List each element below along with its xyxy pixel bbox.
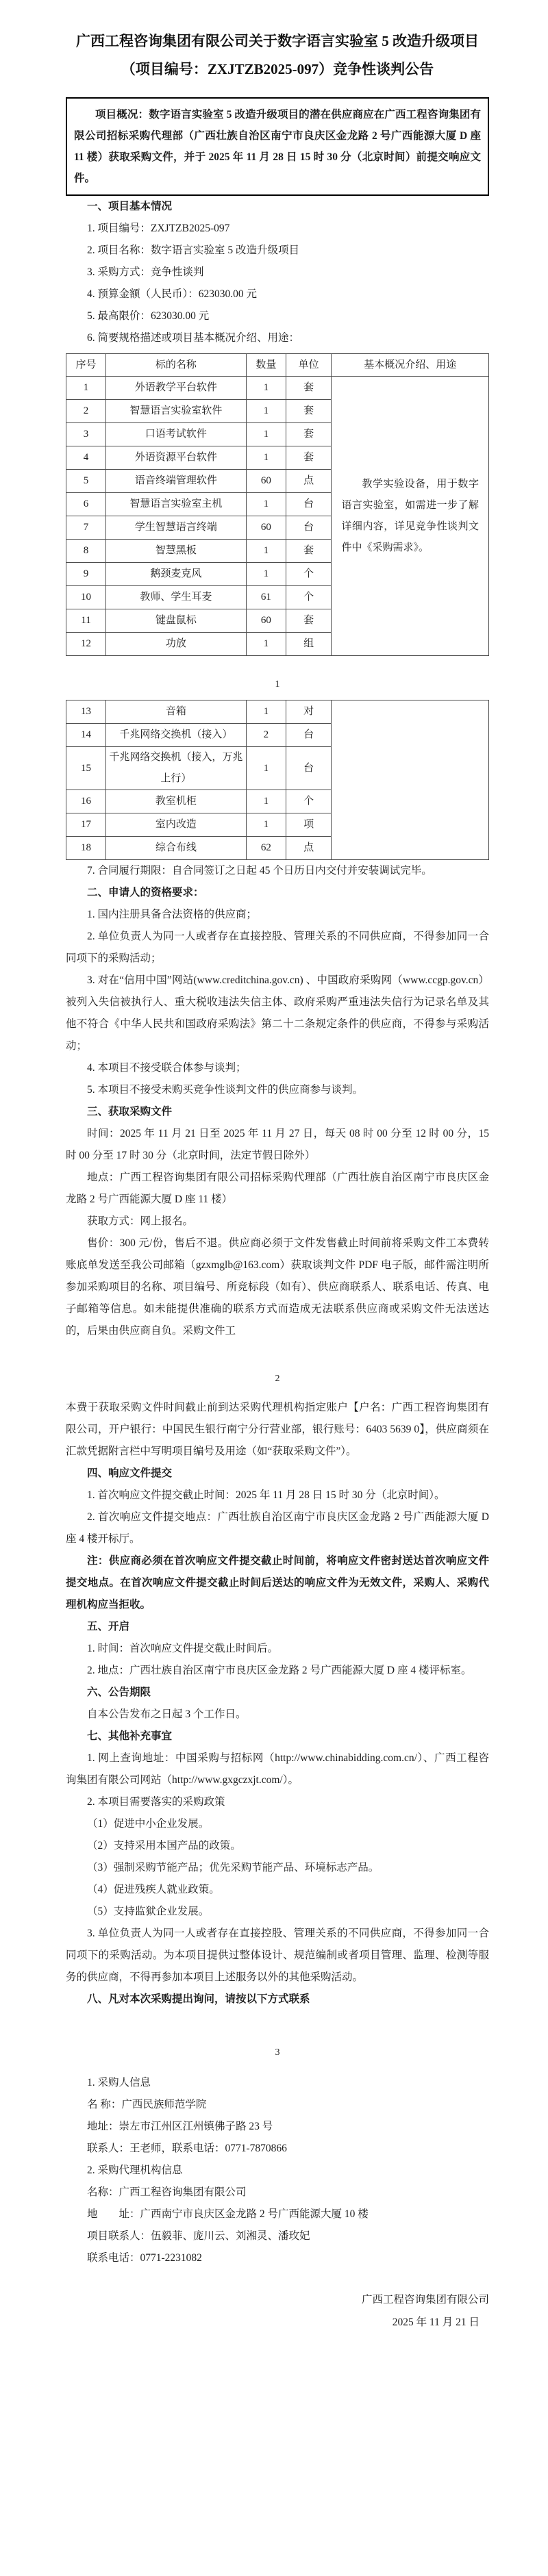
doc-paragraph: （2）支持采用本国产品的政策。 <box>87 1840 241 1852</box>
doc-paragraph: 联系人：王老师，联系电话：0771-7870866 <box>87 2143 287 2154</box>
doc-paragraph: 2. 本项目需要落实的采购政策 <box>87 1796 225 1808</box>
doc-paragraph: 2. 项目名称：数字语言实验室 5 改造升级项目 <box>87 244 300 256</box>
table-cell: 18 <box>66 837 106 860</box>
table-cell: 套 <box>286 446 332 470</box>
goods-table <box>66 700 489 860</box>
doc-paragraph: 本费于获取采购文件时间截止前到达采购代理机构指定账户【户名：广西工程咨询集团有限公司，开户银行：中国民生银行南宁分行营业部，银行账号：6403 5639 0】，供应商须在汇款凭据附言栏中写明项目编号及用途（如“获取采购文件”）。 <box>66 1402 489 1457</box>
table-cell: 组 <box>286 633 332 656</box>
table-cell: 智慧语言实验室软件 <box>105 400 246 423</box>
table-cell: 2 <box>246 724 286 747</box>
table-cell: 60 <box>246 516 286 540</box>
table-cell: 智慧黑板 <box>105 540 246 563</box>
table-cell: 4 <box>66 446 106 470</box>
table-cell: 对 <box>286 700 332 724</box>
signature-company: 广西工程咨询集团有限公司 <box>361 2294 489 2306</box>
doc-paragraph: 2. 采购代理机构信息 <box>87 2164 183 2176</box>
table-cell: 17 <box>66 813 106 837</box>
table-cell: 智慧语言实验室主机 <box>105 493 246 516</box>
table-cell: 14 <box>66 724 106 747</box>
doc-paragraph: 3. 单位负责人为同一人或者存在直接控股、管理关系的不同供应商，不得参加同一合同项下的采购活动。为本项目提供过整体设计、规范编制或者项目管理、监理、检测等服务的供应商，不得再参加本项目上述服务以外的其他采购活动。 <box>66 1928 489 1983</box>
table-cell: 口语考试软件 <box>105 423 246 446</box>
table-cell: 数量 <box>246 354 286 377</box>
table-cell: 音箱 <box>105 700 246 724</box>
table-cell: 1 <box>66 377 106 400</box>
doc-paragraph: 1. 国内注册具备合法资格的供应商； <box>87 909 258 920</box>
table-cell: 1 <box>246 747 286 790</box>
doc-paragraph: 5. 最高限价：623030.00 元 <box>87 310 210 322</box>
table-cell: 个 <box>286 586 332 609</box>
table-cell: 9 <box>66 563 106 586</box>
table-cell: 13 <box>66 700 106 724</box>
doc-paragraph: 1. 网上查询地址：中国采购与招标网（http://www.chinabidding.com.cn/）、广西工程咨询集团有限公司网站（http://www.gxgczxjt.com/）。 <box>66 1752 489 1786</box>
table-cell: 点 <box>286 470 332 493</box>
table-cell: 点 <box>286 837 332 860</box>
merged-note-cell <box>332 377 489 656</box>
doc-paragraph: 4. 本项目不接受联合体参与谈判； <box>87 1062 247 1074</box>
table-cell: 1 <box>246 813 286 837</box>
table-row <box>66 377 489 400</box>
table-cell: 3 <box>66 423 106 446</box>
title-line-2: （项目编号：ZXJTZB2025-097）竞争性谈判公告 <box>121 61 434 77</box>
signature-block <box>66 2288 489 2334</box>
table-cell: 台 <box>286 724 332 747</box>
table-cell: 60 <box>246 470 286 493</box>
section-heading: 八、凡对本次采购提出询问，请按以下方式联系 <box>87 1993 310 2005</box>
table-cell: 2 <box>66 400 106 423</box>
table-cell: 套 <box>286 377 332 400</box>
doc-paragraph: 联系电话：0771-2231082 <box>87 2252 202 2264</box>
table-cell: 千兆网络交换机（接入） <box>105 724 246 747</box>
doc-paragraph: 2. 首次响应文件提交地点：广西壮族自治区南宁市良庆区金龙路 2 号广西能源大厦 D 座 4 楼开标厅。 <box>66 1511 489 1545</box>
doc-paragraph: 1. 项目编号：ZXJTZB2025-097 <box>87 223 230 234</box>
doc-paragraph: 1. 时间：首次响应文件提交截止时间后。 <box>87 1643 279 1654</box>
document-title <box>66 27 489 84</box>
table-cell: 语音终端管理软件 <box>105 470 246 493</box>
section-heading: 七、其他补充事宜 <box>87 1730 173 1742</box>
table-cell: 1 <box>246 790 286 813</box>
doc-paragraph: （3）强制采购节能产品；优先采购节能产品、环境标志产品。 <box>87 1862 379 1873</box>
table-cell: 教师、学生耳麦 <box>105 586 246 609</box>
doc-paragraph: 3. 采购方式：竞争性谈判 <box>87 266 204 278</box>
table-cell: 套 <box>286 540 332 563</box>
table-cell: 个 <box>286 790 332 813</box>
doc-paragraph: 地 址：广西南宁市良庆区金龙路 2 号广西能源大厦 10 楼 <box>87 2208 369 2220</box>
table-cell: 标的名称 <box>105 354 246 377</box>
table-cell: 1 <box>246 540 286 563</box>
table-cell: 7 <box>66 516 106 540</box>
signature-date: 2025 年 11 月 21 日 <box>392 2316 480 2328</box>
doc-paragraph: 项目联系人：伍毅菲、庞川云、刘湘灵、潘玫妃 <box>87 2230 310 2242</box>
table-cell: 综合布线 <box>105 837 246 860</box>
table-cell: 61 <box>246 586 286 609</box>
table-cell: 5 <box>66 470 106 493</box>
section-heading: 五、开启 <box>87 1621 130 1632</box>
table-cell: 单位 <box>286 354 332 377</box>
project-overview-text: 项目概况：数字语言实验室 5 改造升级项目的潜在供应商应在广西工程咨询集团有限公司招标采购代理部（广西壮族自治区南宁市良庆区金龙路 2 号广西能源大厦 D 座 11 楼）获取采购文件，并于 2025 年 11 月 28 日 15 时 30 分（北京时间）前提交响应文件。 <box>74 109 481 184</box>
table-cell: 教室机柜 <box>105 790 246 813</box>
merged-note-cell <box>332 700 489 860</box>
page-number: 3 <box>275 2047 280 2058</box>
table-cell: 室内改造 <box>105 813 246 837</box>
table-cell: 1 <box>246 563 286 586</box>
table-cell: 学生智慧语言终端 <box>105 516 246 540</box>
table-cell: 套 <box>286 423 332 446</box>
table-cell: 台 <box>286 516 332 540</box>
doc-paragraph: 7. 合同履行期限：自合同签订之日起 45 个日历日内交付并安装调试完毕。 <box>87 865 432 876</box>
doc-paragraph: 1. 采购人信息 <box>87 2077 151 2088</box>
doc-paragraph: 5. 本项目不接受未购买竞争性谈判文件的供应商参与谈判。 <box>87 1084 364 1096</box>
table-cell: 千兆网络交换机（接入，万兆上行） <box>105 747 246 790</box>
page-number: 2 <box>275 1374 280 1384</box>
doc-paragraph: （4）促进残疾人就业政策。 <box>87 1884 220 1895</box>
table-cell: 项 <box>286 813 332 837</box>
table-cell: 6 <box>66 493 106 516</box>
table-cell: 1 <box>246 400 286 423</box>
doc-paragraph: 地点：广西工程咨询集团有限公司招标采购代理部（广西壮族自治区南宁市良庆区金龙路 2 号广西能源大厦 D 座 11 楼） <box>66 1172 489 1205</box>
section-heading: 三、获取采购文件 <box>87 1106 173 1117</box>
table-cell: 1 <box>246 493 286 516</box>
goods-table <box>66 353 489 656</box>
table-cell: 62 <box>246 837 286 860</box>
doc-paragraph: 名称：广西工程咨询集团有限公司 <box>87 2186 247 2198</box>
section-heading: 四、响应文件提交 <box>87 1467 173 1479</box>
doc-paragraph: 时间：2025 年 11 月 21 日至 2025 年 11 月 27 日，每天 08 时 00 分至 12 时 00 分，15 时 00 分至 17 时 30 分（北京时间，法定节假日除外） <box>66 1128 489 1161</box>
doc-paragraph: 4. 预算金额（人民币）：623030.00 元 <box>87 288 258 300</box>
table-cell: 基本概况介绍、用途 <box>332 354 489 377</box>
table-cell: 序号 <box>66 354 106 377</box>
doc-paragraph: 售价：300 元/份，售后不退。供应商必须于文件发售截止时间前将采购文件工本费转账底单发送至我公司邮箱（gzxmglb@163.com）获取谈判文件 PDF 电子版，邮件需注明所参加采购项目的名称、项目编号、所竞标段（如有）、供应商联系人、联系电话、传真、电子邮箱等信息。如未能提供准确的联系方式而造成无法联系供应商或采购文件无法送达的，后果由供应商自负。采购文件工 <box>66 1237 489 1337</box>
title-line-1: 广西工程咨询集团有限公司关于数字语言实验室 5 改造升级项目 <box>76 33 479 49</box>
section-heading: 一、项目基本情况 <box>87 201 173 212</box>
table-cell: 外语资源平台软件 <box>105 446 246 470</box>
doc-paragraph: 自本公告发布之日起 3 个工作日。 <box>87 1708 247 1720</box>
document-body <box>66 196 489 2269</box>
table-cell: 台 <box>286 493 332 516</box>
doc-paragraph: 注：供应商必须在首次响应文件提交截止时间前，将响应文件密封送达首次响应文件提交地点。在首次响应文件提交截止时间后送达的响应文件为无效文件，采购人、采购代理机构应当拒收。 <box>66 1555 489 1611</box>
doc-paragraph: 名 称：广西民族师范学院 <box>87 2099 207 2110</box>
table-cell: 8 <box>66 540 106 563</box>
table-cell: 12 <box>66 633 106 656</box>
table-cell: 台 <box>286 747 332 790</box>
table-cell: 套 <box>286 609 332 633</box>
table-cell: 1 <box>246 377 286 400</box>
doc-paragraph: 3. 对在“信用中国”网站(www.creditchina.gov.cn) 、中国政府采购网（www.ccgp.gov.cn）被列入失信被执行人、重大税收违法失信主体、政府采购严重违法失信行为记录名单及其他不符合《中华人民共和国政府采购法》第二十二条规定条件的供应商，不得参与采购活动； <box>66 974 489 1052</box>
section-heading: 六、公告期限 <box>87 1687 151 1698</box>
table-cell: 11 <box>66 609 106 633</box>
doc-paragraph: 6. 简要规格描述或项目基本概况介绍、用途： <box>87 332 300 344</box>
table-cell: 功放 <box>105 633 246 656</box>
table-cell: 套 <box>286 400 332 423</box>
doc-paragraph: （1）促进中小企业发展。 <box>87 1818 210 1830</box>
project-overview-box <box>66 97 489 196</box>
page-number: 1 <box>275 679 280 690</box>
merged-note-text: 教学实验设备，用于数字语言实验室，如需进一步了解详细内容，详见竞争性谈判文件中《采购需求》。 <box>341 478 479 553</box>
doc-paragraph: 地址：崇左市江州区江州镇佛子路 23 号 <box>87 2121 273 2132</box>
table-cell: 1 <box>246 633 286 656</box>
table-cell: 1 <box>246 700 286 724</box>
doc-paragraph: 2. 地点：广西壮族自治区南宁市良庆区金龙路 2 号广西能源大厦 D 座 4 楼评标室。 <box>87 1665 472 1676</box>
table-cell: 60 <box>246 609 286 633</box>
table-row <box>66 700 489 724</box>
doc-paragraph: （5）支持监狱企业发展。 <box>87 1906 210 1917</box>
section-heading: 二、申请人的资格要求： <box>87 887 204 898</box>
table-cell: 1 <box>246 423 286 446</box>
table-cell: 外语教学平台软件 <box>105 377 246 400</box>
table-cell: 10 <box>66 586 106 609</box>
table-cell: 15 <box>66 747 106 790</box>
doc-paragraph: 获取方式：网上报名。 <box>87 1215 194 1227</box>
table-cell: 个 <box>286 563 332 586</box>
table-header-row <box>66 354 489 377</box>
table-cell: 鹅颈麦克风 <box>105 563 246 586</box>
table-cell: 1 <box>246 446 286 470</box>
doc-paragraph: 2. 单位负责人为同一人或者存在直接控股、管理关系的不同供应商，不得参加同一合同项下的采购活动； <box>66 931 489 964</box>
table-cell: 键盘鼠标 <box>105 609 246 633</box>
doc-paragraph: 1. 首次响应文件提交截止时间：2025 年 11 月 28 日 15 时 30 分（北京时间）。 <box>87 1489 445 1501</box>
table-cell: 16 <box>66 790 106 813</box>
